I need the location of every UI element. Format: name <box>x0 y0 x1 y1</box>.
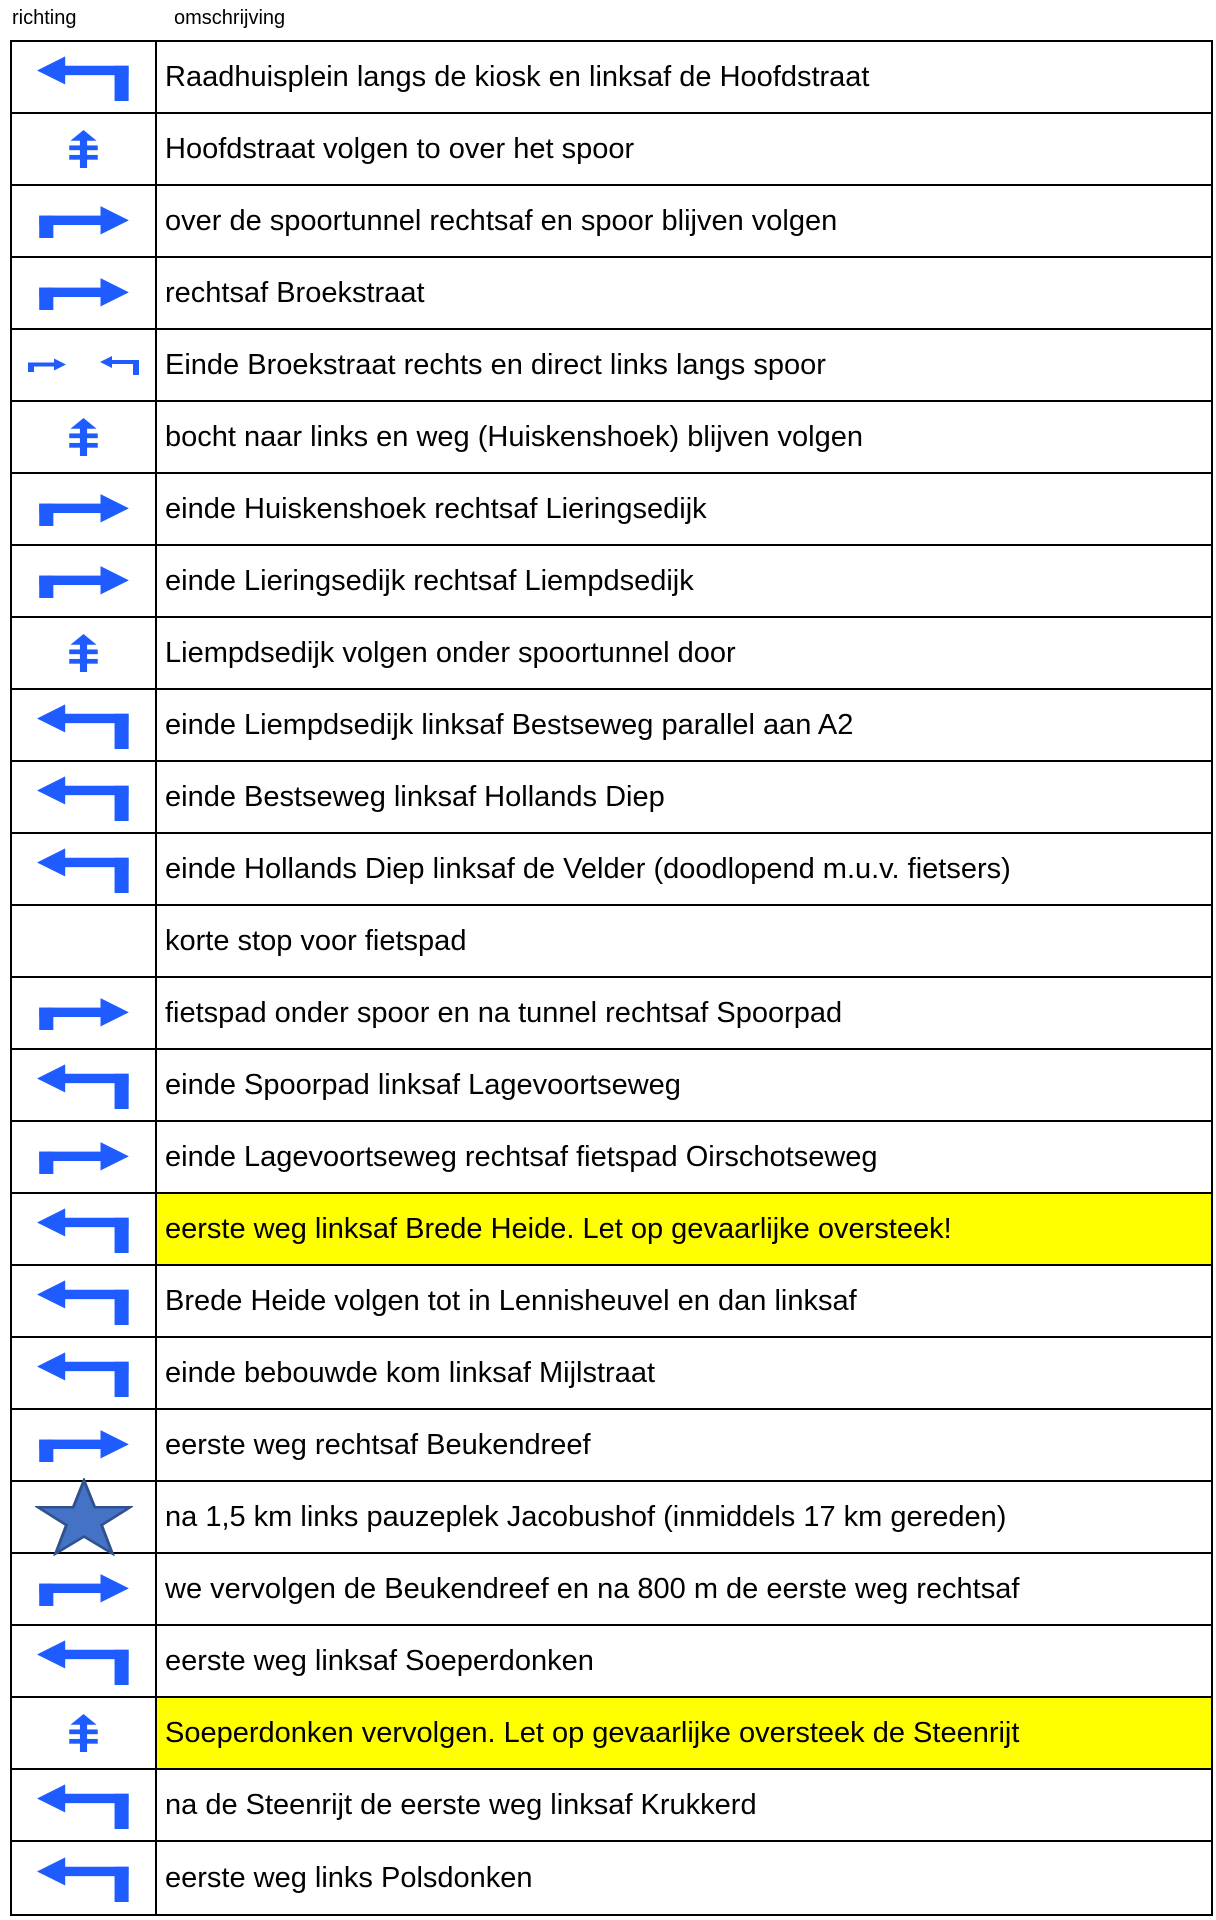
description-cell <box>157 1770 1211 1840</box>
route-row <box>12 1050 1211 1122</box>
turn-right-icon <box>39 1573 129 1606</box>
description-text: einde bebouwde kom linksaf Mijlstraat <box>165 1356 656 1389</box>
direction-cell <box>12 474 157 544</box>
direction-cell <box>12 690 157 760</box>
turn-left-icon <box>37 774 131 821</box>
route-row <box>12 1266 1211 1338</box>
description-cell <box>157 1122 1211 1192</box>
description-cell <box>157 1266 1211 1336</box>
route-row <box>12 186 1211 258</box>
description-cell <box>157 1338 1211 1408</box>
description-cell <box>157 762 1211 832</box>
description-text: einde Bestseweg linksaf Hollands Diep <box>165 780 665 813</box>
description-cell <box>157 474 1211 544</box>
description-text: bocht naar links en weg (Huiskenshoek) blijven volgen <box>165 420 863 453</box>
route-row <box>12 330 1211 402</box>
route-row <box>12 1698 1211 1770</box>
description-text: na de Steenrijt de eerste weg linksaf Krukkerd <box>165 1788 757 1821</box>
direction-cell <box>12 42 157 112</box>
turn-left-icon <box>37 1782 131 1829</box>
description-cell <box>157 834 1211 904</box>
route-row <box>12 1770 1211 1842</box>
route-row <box>12 1554 1211 1626</box>
route-row <box>12 834 1211 906</box>
turn-left-icon <box>37 1855 131 1902</box>
description-cell <box>157 402 1211 472</box>
description-cell <box>157 690 1211 760</box>
description-text: Hoofdstraat volgen to over het spoor <box>165 132 635 165</box>
description-cell <box>157 1050 1211 1120</box>
direction-cell <box>12 1770 157 1840</box>
route-row <box>12 42 1211 114</box>
description-cell <box>157 1482 1211 1552</box>
turn-left-icon <box>37 1638 131 1685</box>
route-row <box>12 1626 1211 1698</box>
description-cell <box>157 1698 1211 1768</box>
route-row <box>12 402 1211 474</box>
description-cell <box>157 1626 1211 1696</box>
turn-left-icon <box>37 54 131 101</box>
description-text: einde Hollands Diep linksaf de Velder (doodlopend m.u.v. fietsers) <box>165 852 1011 885</box>
description-text: Einde Broekstraat rechts en direct links langs spoor <box>165 348 826 381</box>
description-cell <box>157 258 1211 328</box>
straight-ahead-icon <box>69 634 98 672</box>
turn-right-icon <box>39 205 129 238</box>
description-text: na 1,5 km links pauzeplek Jacobushof (inmiddels 17 km gereden) <box>165 1500 1007 1533</box>
description-text: over de spoortunnel rechtsaf en spoor blijven volgen <box>165 204 838 237</box>
turn-right-icon <box>39 997 129 1030</box>
route-row <box>12 546 1211 618</box>
description-text: we vervolgen de Beukendreef en na 800 m de eerste weg rechtsaf <box>165 1572 1020 1605</box>
description-text: eerste weg linksaf Soeperdonken <box>165 1644 594 1677</box>
turn-left-icon <box>37 1350 131 1397</box>
route-row <box>12 258 1211 330</box>
description-text: eerste weg links Polsdonken <box>165 1861 533 1894</box>
route-row <box>12 1338 1211 1410</box>
turn-right-icon <box>39 1429 129 1462</box>
direction-cell <box>12 1698 157 1768</box>
route-table <box>10 40 1213 1916</box>
direction-cell <box>12 186 157 256</box>
direction-cell <box>12 1842 157 1914</box>
description-cell <box>157 1842 1211 1914</box>
description-cell <box>157 114 1211 184</box>
direction-cell <box>12 618 157 688</box>
direction-cell <box>12 1410 157 1480</box>
description-cell <box>157 618 1211 688</box>
turn-left-icon <box>37 1062 131 1109</box>
direction-cell <box>12 1050 157 1120</box>
description-cell <box>157 978 1211 1048</box>
direction-cell <box>12 546 157 616</box>
route-row <box>12 474 1211 546</box>
direction-cell <box>12 330 157 400</box>
description-text: rechtsaf Broekstraat <box>165 276 425 309</box>
route-row <box>12 762 1211 834</box>
description-cell <box>157 906 1211 976</box>
description-text: einde Spoorpad linksaf Lagevoortseweg <box>165 1068 681 1101</box>
description-text: einde Lagevoortseweg rechtsaf fietspad Oirschotseweg <box>165 1140 878 1173</box>
description-text: Soeperdonken vervolgen. Let op gevaarlijke oversteek de Steenrijt <box>165 1716 1020 1749</box>
straight-ahead-icon <box>69 1714 98 1752</box>
route-row <box>12 1122 1211 1194</box>
route-row <box>12 978 1211 1050</box>
direction-cell <box>12 1554 157 1624</box>
direction-cell <box>12 1338 157 1408</box>
direction-cell <box>12 1482 157 1552</box>
turn-right-icon <box>39 565 129 598</box>
description-cell <box>157 42 1211 112</box>
turn-left-icon <box>100 354 140 376</box>
route-row <box>12 1482 1211 1554</box>
description-cell <box>157 330 1211 400</box>
description-text: korte stop voor fietspad <box>165 924 467 957</box>
turn-left-icon <box>37 1206 131 1253</box>
direction-cell <box>12 114 157 184</box>
description-cell <box>157 546 1211 616</box>
direction-cell <box>12 906 157 976</box>
turn-left-icon <box>37 702 131 749</box>
direction-cell <box>12 1266 157 1336</box>
turn-left-icon <box>37 846 131 893</box>
description-cell <box>157 186 1211 256</box>
description-text: eerste weg linksaf Brede Heide. Let op gevaarlijke oversteek! <box>165 1212 952 1245</box>
direction-cell <box>12 402 157 472</box>
turn-right-icon <box>39 493 129 526</box>
description-text: einde Huiskenshoek rechtsaf Lieringsedijk <box>165 492 707 525</box>
description-text: einde Liempdsedijk linksaf Bestseweg parallel aan A2 <box>165 708 854 741</box>
description-cell <box>157 1194 1211 1264</box>
direction-cell <box>12 762 157 832</box>
route-row <box>12 114 1211 186</box>
direction-cell <box>12 1194 157 1264</box>
turn-right-icon <box>39 1141 129 1174</box>
route-row <box>12 690 1211 762</box>
route-row <box>12 1410 1211 1482</box>
description-cell <box>157 1410 1211 1480</box>
description-text: eerste weg rechtsaf Beukendreef <box>165 1428 591 1461</box>
turn-right-icon <box>39 277 129 310</box>
route-row <box>12 1842 1211 1914</box>
turn-left-icon <box>37 1278 131 1325</box>
direction-cell <box>12 978 157 1048</box>
direction-column-header: richting <box>12 7 77 29</box>
turn-right-icon <box>28 354 66 376</box>
description-text: fietspad onder spoor en na tunnel rechtsaf Spoorpad <box>165 996 843 1029</box>
description-text: Raadhuisplein langs de kiosk en linksaf de Hoofdstraat <box>165 60 870 93</box>
direction-cell <box>12 834 157 904</box>
direction-cell <box>12 1626 157 1696</box>
straight-ahead-icon <box>69 130 98 168</box>
route-row <box>12 906 1211 978</box>
direction-cell <box>12 1122 157 1192</box>
straight-ahead-icon <box>69 418 98 456</box>
description-cell <box>157 1554 1211 1624</box>
description-text: Liempdsedijk volgen onder spoortunnel door <box>165 636 736 669</box>
star-icon <box>35 1478 133 1556</box>
description-text: Brede Heide volgen tot in Lennisheuvel en dan linksaf <box>165 1284 857 1317</box>
description-column-header: omschrijving <box>174 7 286 29</box>
direction-cell <box>12 258 157 328</box>
route-row <box>12 618 1211 690</box>
description-text: einde Lieringsedijk rechtsaf Liempdsedijk <box>165 564 694 597</box>
route-row <box>12 1194 1211 1266</box>
